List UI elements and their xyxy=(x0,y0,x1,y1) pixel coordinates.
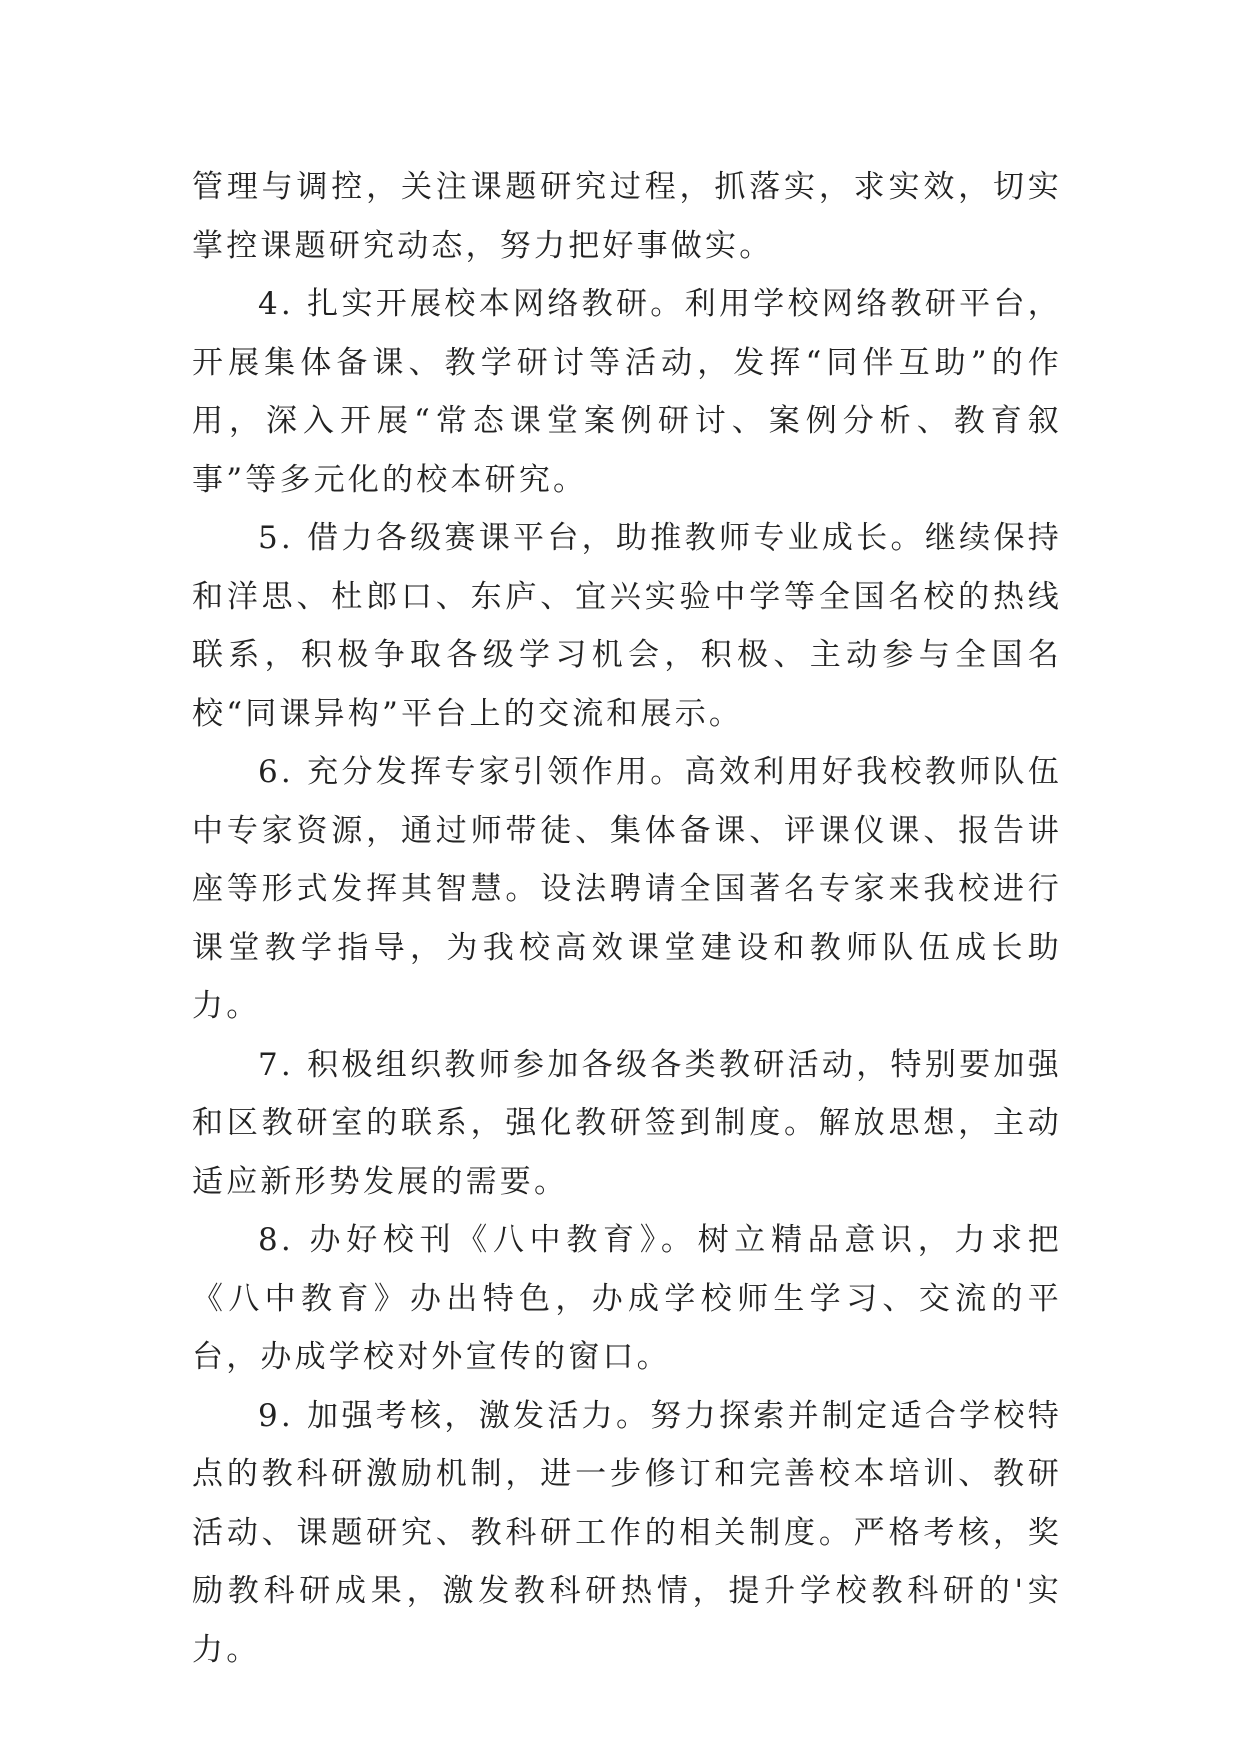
paragraph-continuation: 管理与调控，关注课题研究过程，抓落实，求实效，切实掌控课题研究动态，努力把好事做实。 xyxy=(192,169,1062,264)
paragraph-item-8: 8. 办好校刊《八中教育》。树立精品意识，力求把《八中教育》办出特色，办成学校师生学习、交流的平台，办成学校对外宣传的窗口。 xyxy=(192,1222,1062,1375)
document-body xyxy=(192,158,1062,1679)
paragraph-item-9: 9. 加强考核，激发活力。努力探索并制定适合学校特点的教科研激励机制，进一步修订和完善校本培训、教研活动、课题研究、教科研工作的相关制度。严格考核，奖励教科研成果，激发教科研热情，提升学校教科研的'实力。 xyxy=(192,1397,1062,1668)
paragraph-item-6: 6. 充分发挥专家引领作用。高效利用好我校教师队伍中专家资源，通过师带徒、集体备课、评课仪课、报告讲座等形式发挥其智慧。设法聘请全国著名专家来我校进行课堂教学指导，为我校高效课堂建设和教师队伍成长助力。 xyxy=(192,754,1062,1024)
paragraph-item-7: 7. 积极组织教师参加各级各类教研活动，特别要加强和区教研室的联系，强化教研签到制度。解放思想，主动适应新形势发展的需要。 xyxy=(192,1046,1062,1200)
paragraph-item-4: 4. 扎实开展校本网络教研。利用学校网络教研平台，开展集体备课、教学研讨等活动，发挥“同伴互助”的作用，深入开展“常态课堂案例研讨、案例分析、教育叙事”等多元化的校本研究。 xyxy=(192,286,1062,498)
paragraph-item-5: 5. 借力各级赛课平台，助推教师专业成长。继续保持和洋思、杜郎口、东庐、宜兴实验中学等全国名校的热线联系，积极争取各级学习机会，积极、主动参与全国名校“同课异构”平台上的交流和展示。 xyxy=(192,520,1062,732)
